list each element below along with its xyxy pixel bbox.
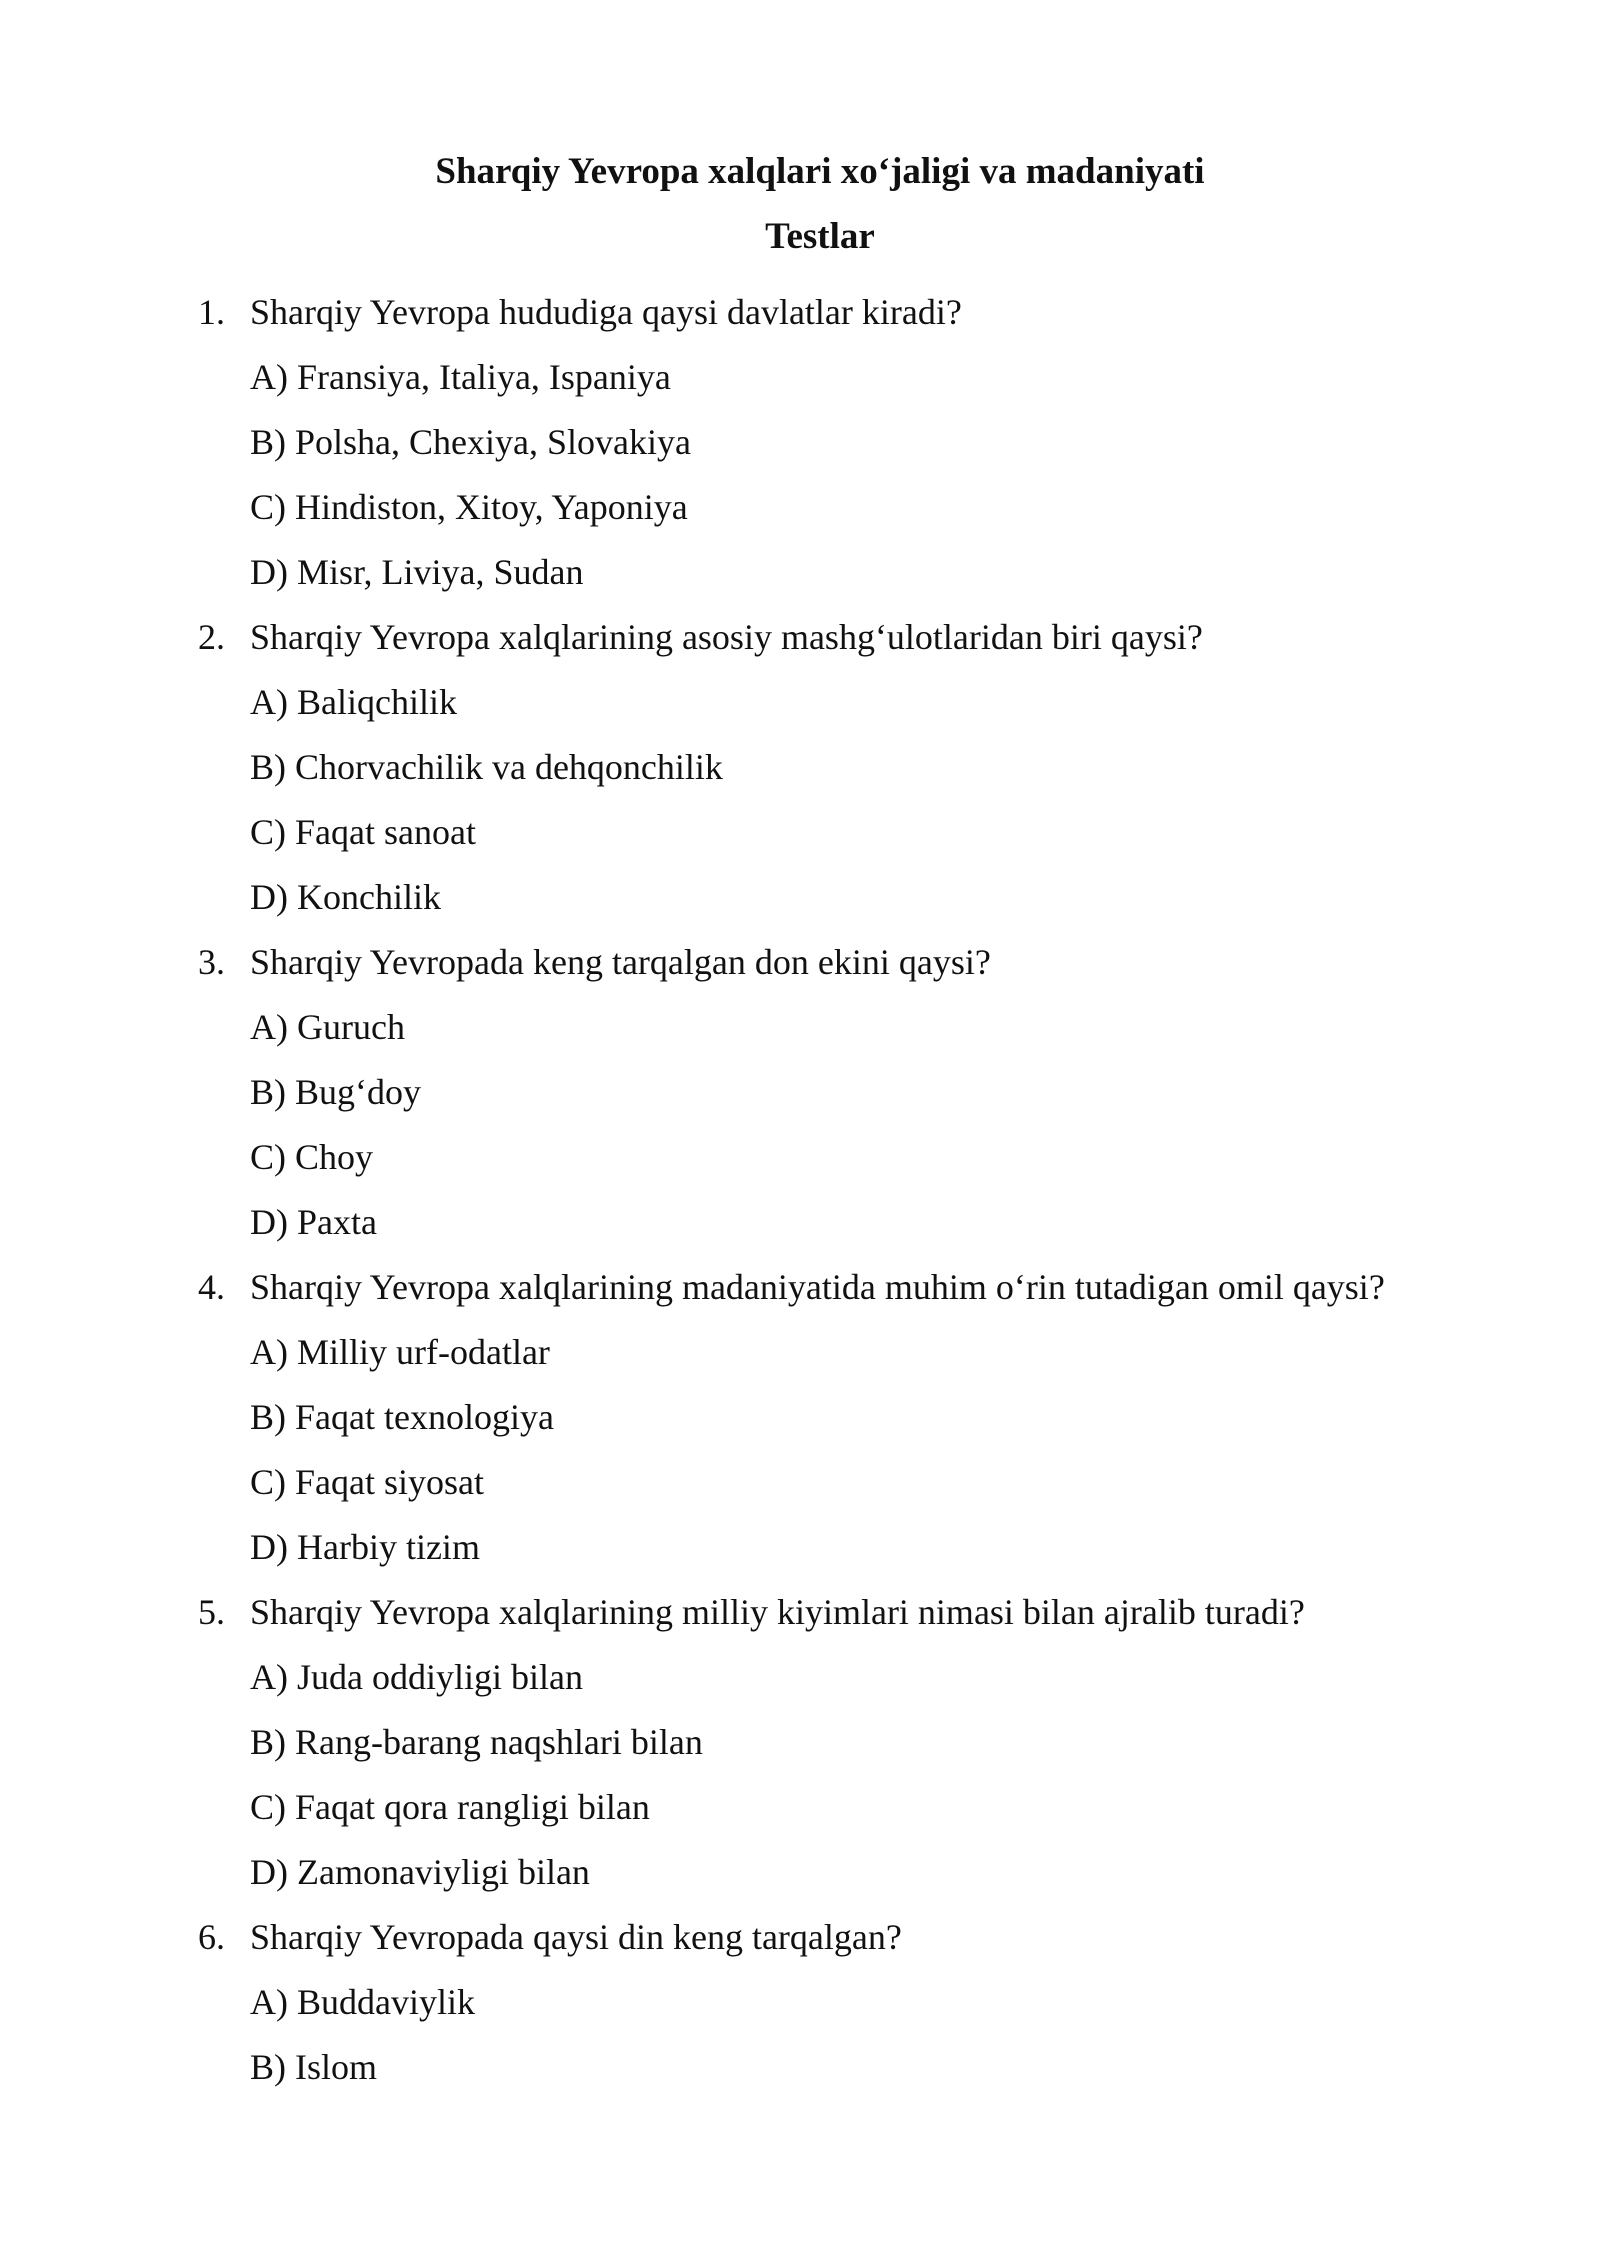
option-row xyxy=(0,670,1600,735)
question-text: Sharqiy Yevropada qaysi din keng tarqalgan? xyxy=(250,1917,902,1957)
option-row xyxy=(0,410,1600,475)
question-number: 4. xyxy=(198,1267,225,1307)
question-number: 3. xyxy=(198,942,225,982)
option-row xyxy=(0,1645,1600,1710)
option-b: B) Bug‘doy xyxy=(250,1072,421,1112)
document-subtitle: Testlar xyxy=(765,216,875,257)
question-text: Sharqiy Yevropa xalqlarining milliy kiyimlari nimasi bilan ajralib turadi? xyxy=(250,1592,1305,1632)
option-row xyxy=(0,995,1600,1060)
option-c: C) Faqat qora rangligi bilan xyxy=(250,1787,650,1827)
question-text: Sharqiy Yevropa xalqlarining asosiy mashg‘ulotlaridan biri qaysi? xyxy=(250,617,1203,657)
option-b: B) Faqat texnologiya xyxy=(250,1397,554,1437)
question-row xyxy=(0,1255,1600,1320)
option-c: C) Hindiston, Xitoy, Yaponiya xyxy=(250,487,688,527)
question-5 xyxy=(0,1580,1600,1905)
question-text: Sharqiy Yevropa xalqlarining madaniyatida muhim o‘rin tutadigan omil qaysi? xyxy=(250,1267,1385,1307)
question-3 xyxy=(0,930,1600,1255)
option-c: C) Faqat sanoat xyxy=(250,812,476,852)
question-row xyxy=(0,605,1600,670)
document-title: Sharqiy Yevropa xalqlari xo‘jaligi va madaniyati xyxy=(435,151,1205,192)
question-2 xyxy=(0,605,1600,930)
option-c: C) Faqat siyosat xyxy=(250,1462,484,1502)
option-row xyxy=(0,1710,1600,1775)
option-row xyxy=(0,2035,1600,2100)
question-1 xyxy=(0,280,1600,605)
option-row xyxy=(0,1320,1600,1385)
option-a: A) Buddaviylik xyxy=(250,1982,475,2022)
question-6 xyxy=(0,1905,1600,2100)
option-row xyxy=(0,345,1600,410)
option-row xyxy=(0,1190,1600,1255)
question-row xyxy=(0,1580,1600,1645)
question-text: Sharqiy Yevropa hududiga qaysi davlatlar kiradi? xyxy=(250,292,962,332)
option-d: D) Paxta xyxy=(250,1202,377,1242)
option-row xyxy=(0,1840,1600,1905)
option-b: B) Rang-barang naqshlari bilan xyxy=(250,1722,703,1762)
option-row xyxy=(0,1970,1600,2035)
option-row xyxy=(0,1450,1600,1515)
option-d: D) Zamonaviyligi bilan xyxy=(250,1852,590,1892)
option-row xyxy=(0,475,1600,540)
option-b: B) Polsha, Chexiya, Slovakiya xyxy=(250,422,691,462)
question-row xyxy=(0,930,1600,995)
question-text: Sharqiy Yevropada keng tarqalgan don ekini qaysi? xyxy=(250,942,991,982)
question-row xyxy=(0,1905,1600,1970)
question-number: 1. xyxy=(198,292,225,332)
question-number: 5. xyxy=(198,1592,225,1632)
option-d: D) Konchilik xyxy=(250,877,441,917)
option-a: A) Guruch xyxy=(250,1007,405,1047)
option-row xyxy=(0,800,1600,865)
option-row xyxy=(0,1515,1600,1580)
question-4 xyxy=(0,1255,1600,1580)
option-row xyxy=(0,865,1600,930)
option-row xyxy=(0,1775,1600,1840)
question-number: 2. xyxy=(198,617,225,657)
question-row xyxy=(0,280,1600,345)
question-list xyxy=(0,280,1600,2100)
option-b: B) Islom xyxy=(250,2047,378,2087)
option-row xyxy=(0,735,1600,800)
option-a: A) Fransiya, Italiya, Ispaniya xyxy=(250,357,671,397)
option-row xyxy=(0,540,1600,605)
option-a: A) Milliy urf-odatlar xyxy=(250,1332,550,1372)
option-row xyxy=(0,1125,1600,1190)
option-row xyxy=(0,1385,1600,1450)
option-c: C) Choy xyxy=(250,1137,374,1177)
option-row xyxy=(0,1060,1600,1125)
option-d: D) Harbiy tizim xyxy=(250,1527,480,1567)
option-b: B) Chorvachilik va dehqonchilik xyxy=(250,747,723,787)
option-a: A) Juda oddiyligi bilan xyxy=(250,1657,583,1697)
question-number: 6. xyxy=(198,1917,225,1957)
option-d: D) Misr, Liviya, Sudan xyxy=(250,552,584,592)
option-a: A) Baliqchilik xyxy=(250,682,457,722)
